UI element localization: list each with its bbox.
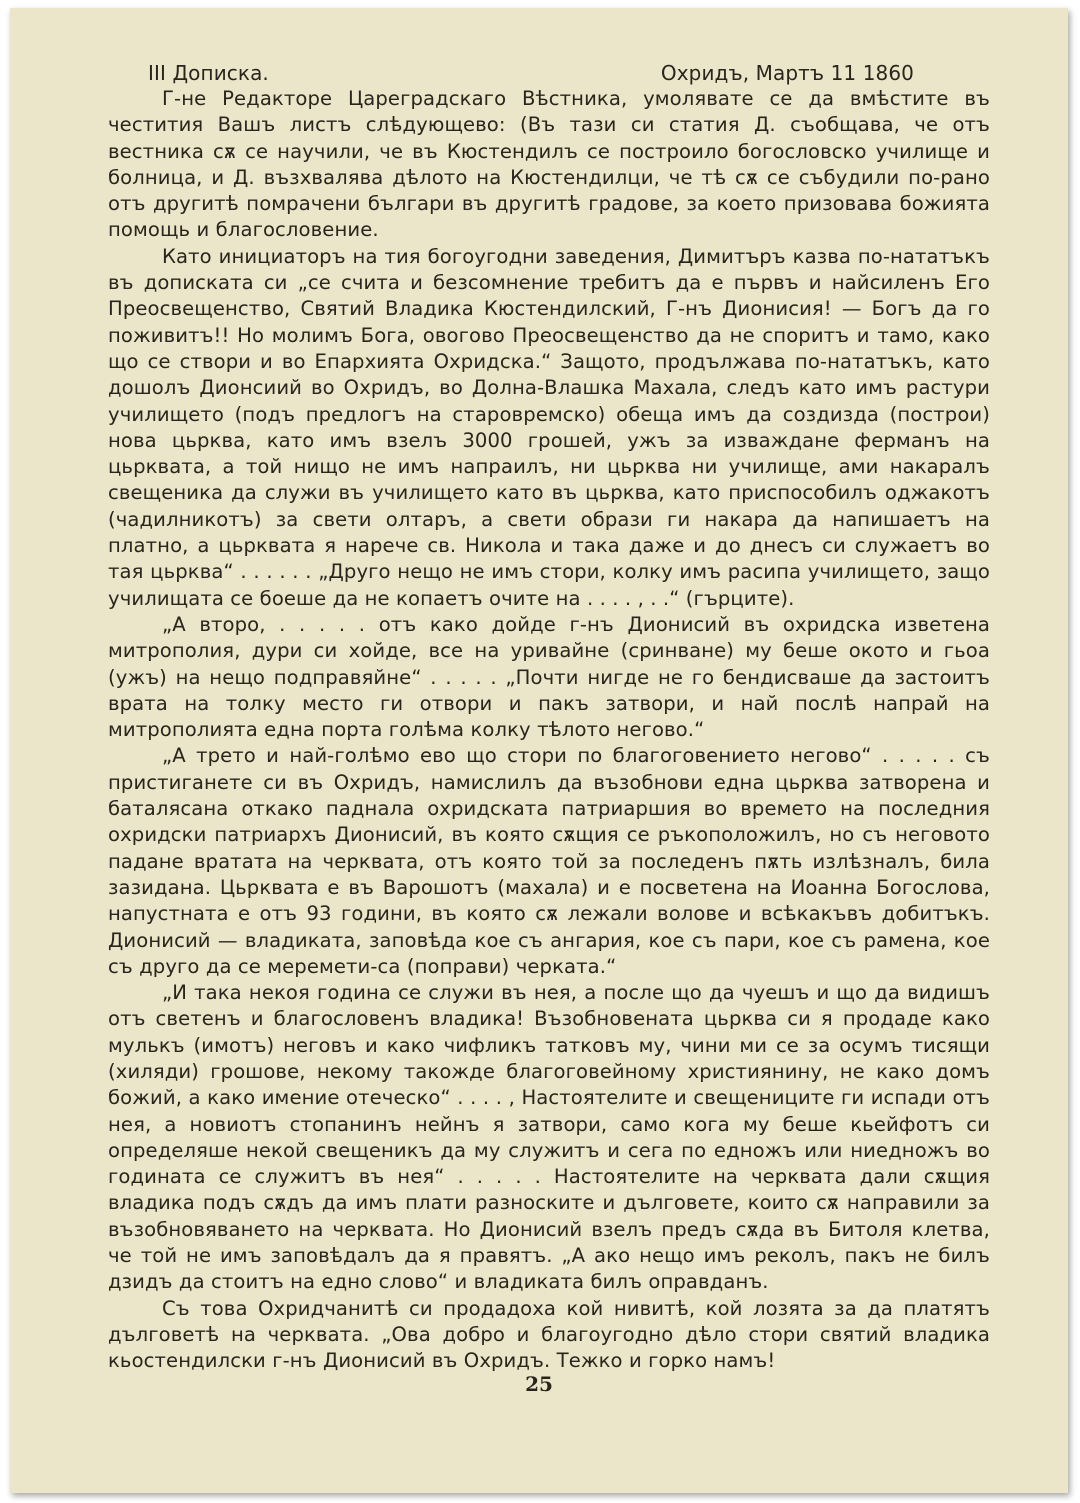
page-number: 25	[525, 1372, 553, 1396]
paragraph: „А второ, . . . . . отъ како дойде г-нъ Дионисий въ охридска изветена митрополия, дури си хойде, все на уривайне (сринване) му беше окото и гьоа (ужъ) на нещо подправяйне“ . . . . . „Почти нигде не го бендисваше да застоитъ врата на толку место ги отвори и пакъ затвори, и най послѣ напрай на митрополията една порта голѣма колку тѣлото негово.“	[108, 612, 990, 742]
article-body	[108, 60, 990, 1375]
paragraph: Г-не Редакторе Цареградскаго Вѣстника, умолявате се да вмѣстите въ честития Вашъ листъ слѣдующево: (Въ тази си статия Д. съобщава, че отъ вестника сѫ се научили, че въ Кюстендилъ се построило богословско училище и болница, и Д. възхвалява дѣлото на Кюстендилци, че тѣ сѫ се събудили по-рано отъ другитѣ помрачени българи въ другитѣ градове, за което призовава божията помощь и благословение.	[108, 87, 990, 242]
book-page	[10, 8, 1068, 1493]
paragraph: „И така некоя година се служи въ нея, а после що да чуешъ и що да видишъ отъ светенъ и благословенъ владика! Възобновената цьрква си я продаде како мулькъ (имотъ) неговъ и како чифликъ татковъ му, чини ми се за осумъ тисящи (хиляди) грошове, некому такожде благоговейному християнину, не како домъ божий, а како имение отеческо“ . . . . , Настоятелите и свещениците ги испади отъ нея, а новиотъ стопанинъ нейнъ я затвори, само кога му беше кьейфотъ си определяше некой свещеникъ да му служитъ и сега по едножъ или ниедножъ во годината се служитъ въ нея“ . . . . . Настоятелите на черквата дали сѫщия владика подъ сѫдъ да имъ плати разноските и дълговете, които сѫ направили за възобновяването на черквата. Но Дионисий взелъ предъ сѫда въ Битоля клетва, че той не имъ заповѣдалъ да я правятъ. „А ако нещо имъ реколъ, пакъ не билъ дзидъ да стоитъ на едно слово“ и владиката билъ оправданъ.	[108, 981, 990, 1294]
letter-place-date: Охридъ, Мартъ 11 1860	[660, 61, 914, 85]
letter-number: III Дописка.	[148, 61, 269, 85]
paragraph: Като инициаторъ на тия богоугодни заведения, Димитъръ казва по-нататъкъ въ дописката си „се счита и безсомнение требитъ да е първъ и найсиленъ Его Преосвещенство, Святий Владика Кюстендилский, Г-нъ Дионисия! — Богъ да го поживитъ!! Но молимъ Бога, овогово Преосвещенство да не споритъ и тамо, како що се створи и во Епархията Охридска.“ Защото, продължава по-нататъкъ, като дошолъ Дионсиий во Охридъ, во Долна-Влашка Махала, следъ като имъ растури училището (подъ предлогъ на старовремско) обеща имъ да создизда (построи) нова цьрква, като имъ взелъ 3000 грошей, ужъ за изваждане ферманъ на цьрквата, а той нищо не имъ напраилъ, ни цьрква ни училище, ами накаралъ свещеника да служи въ училището като въ цьрква, като приспособилъ оджакотъ (чадилникотъ) за свети олтаръ, а свети образи ги накара да напишаетъ на платно, а цьрквата я нарече св. Никола и така даже и до днесъ си служаетъ во тая цьрква“ . . . . . . „Друго нещо не имъ стори, колку имъ расипа училището, защо училищата се боеше да не копаетъ очите на . . . . , . .“ (гърците).	[108, 244, 990, 610]
letter-header	[108, 60, 990, 86]
paragraph: Съ това Охридчанитѣ си продадоха кой нивитѣ, кой лозята за да платятъ дълговетѣ на черквата. „Ова добро и благоугодно дѣло стори святий владика кьостендилски г-нъ Дионисий въ Охридъ. Тежко и горко намъ!	[108, 1296, 990, 1373]
paragraph: „А трето и най-голѣмо ево що стори по благоговението негово“ . . . . . съ пристиганете си въ Охридъ, намислилъ да възобнови една цьрква затворена и баталясана откако паднала охридската патриаршия во времето на последния охридски патриархъ Дионисий, въ която сѫщия се ръкоположилъ, но съ неговото падане вратата на черквата, отъ която той за последенъ пѫть излѣзналъ, била зазидана. Цьрквата е въ Варошотъ (махала) и е посветена на Иоанна Богослова, напустната е отъ 93 години, въ която сѫ лежали волове и всѣкакъвъ добитъкъ. Дионисий — владиката, заповѣда кое съ ангария, кое съ пари, кое съ рамена, кое съ друго да се меремети-са (поправи) черката.“	[108, 744, 990, 978]
